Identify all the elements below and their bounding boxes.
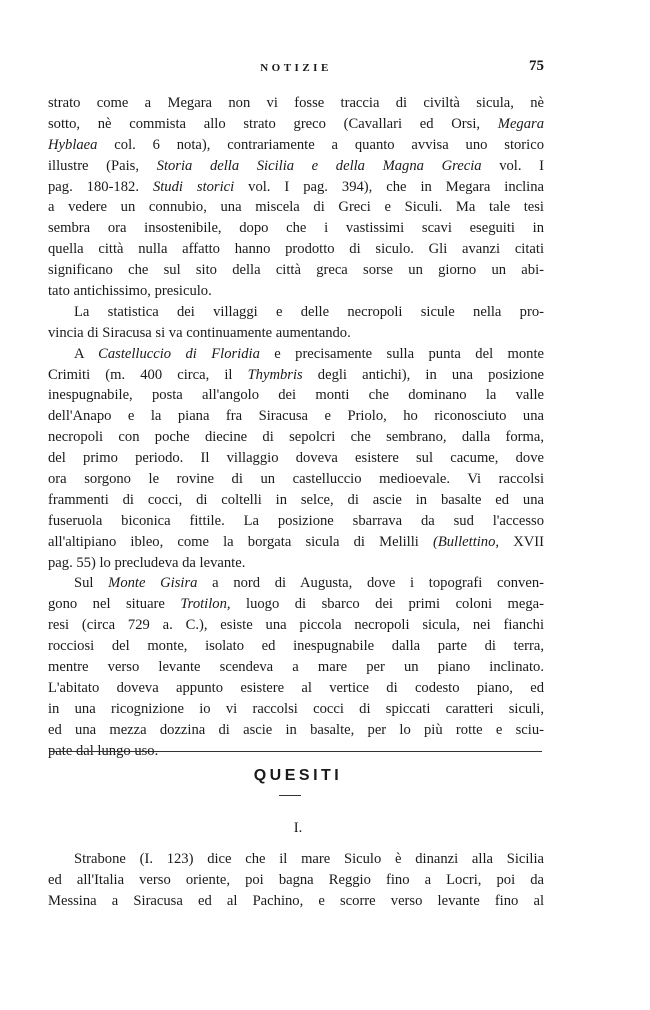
- paragraph: [48, 302, 544, 344]
- text-line: ora sorgono le rovine di un castelluccio medioevale. Vi raccolsi: [48, 471, 544, 488]
- text-line: mentre verso levante scendeva a mare per un piano inclinato.: [48, 659, 544, 676]
- text-line: significano che sul sito della città greca sorse un giorno un abi-: [48, 262, 544, 279]
- section-title: QUESITI: [253, 767, 343, 784]
- text-line: Crimiti (m. 400 circa, il Thymbris degli antichi), in una posizione: [48, 366, 544, 383]
- text-line: La statistica dei villaggi e delle necropoli sicule nella pro-: [74, 303, 544, 320]
- text-line: rocciosi del monte, isolato ed inespugnabile dalla parte di terra,: [48, 638, 544, 655]
- section-text: [48, 849, 544, 912]
- text-line: illustre (Pais, Storia della Sicilia e della Magna Grecia vol. I: [48, 157, 544, 174]
- text-line: Sul Monte Gisira a nord di Augusta, dove i topografi conven-: [74, 575, 544, 592]
- paragraph: [48, 344, 544, 574]
- title-dash: [279, 795, 301, 796]
- text-line: fuseruola biconica fittile. La posizione sbarrava da sud l'accesso: [48, 512, 544, 529]
- text-line: dell'Anapo e la piana fra Siracusa e Priolo, ho riconosciuto una: [48, 408, 544, 425]
- text-line: ed una mezza dozzina di ascie in basalte, per lo più rotte e sciu-: [48, 721, 544, 738]
- section-numeral: I.: [293, 820, 303, 836]
- text-line: resi (circa 729 a. C.), esiste una piccola necropoli sicula, nei fianchi: [48, 617, 544, 634]
- body-text: [48, 93, 544, 762]
- text-line: frammenti di cocci, di coltelli in selce, di ascie in basalte ed una: [48, 491, 544, 508]
- text-line: quella città nulla affatto hanno prodotto di siculo. Gli avanzi citati: [48, 241, 544, 258]
- text-line: sembra ora insostenibile, dopo che i vastissimi scavi eseguiti in: [48, 220, 544, 237]
- text-line: all'altipiano ibleo, come la borgata sicula di Melilli (Bullettino, XVII: [48, 533, 544, 550]
- text-line: sotto, nè commista allo strato greco (Cavallari ed Orsi, Megara: [48, 115, 544, 132]
- text-line: pag. 180-182. Studi storici vol. I pag. 394), che in Megara inclina: [48, 178, 544, 195]
- text-line: vincia di Siracusa si va continuamente aumentando.: [48, 324, 351, 341]
- text-line: Messina a Siracusa ed al Pachino, e scorre verso levante fino al: [48, 892, 544, 909]
- section-divider: [50, 751, 542, 752]
- text-line: pate dal lungo uso.: [48, 742, 159, 759]
- text-line: A Castelluccio di Floridia e precisamente sulla punta del monte: [74, 345, 544, 362]
- text-line: Hyblaea col. 6 nota), contrariamente a quanto avvisa uno storico: [48, 136, 544, 153]
- text-line: pag. 55) lo precludeva da levante.: [48, 554, 246, 571]
- text-line: Strabone (I. 123) dice che il mare Siculo è dinanzi alla Sicilia: [74, 851, 544, 867]
- text-line: L'abitato doveva appunto esistere al vertice di codesto piano, ed: [48, 679, 544, 696]
- text-line: in una ricognizione io vi raccolsi cocci di spiccati caratteri siculi,: [48, 700, 544, 717]
- page-number: 75: [529, 58, 544, 74]
- page-header: [48, 58, 544, 82]
- paragraph: [48, 93, 544, 302]
- text-line: a vedere un connubio, una miscela di Greci e Siculi. Ma tale tesi: [48, 199, 544, 216]
- text-line: strato come a Megara non vi fosse traccia di civiltà sicula, nè: [48, 95, 544, 111]
- text-line: ed all'Italia verso oriente, poi bagna Reggio fino a Locri, poi da: [48, 871, 544, 888]
- text-line: tato antichissimo, presiculo.: [48, 283, 212, 300]
- text-line: del primo periodo. Il villaggio doveva esistere sul cacume, dove: [48, 450, 544, 467]
- text-line: gono nel situare Trotilon, luogo di sbarco dei primi coloni mega-: [48, 596, 544, 613]
- text-line: necropoli con poche diecine di sepolcri che sembrano, dalla forma,: [48, 429, 544, 446]
- running-head: NOTIZIE: [260, 62, 332, 74]
- text-line: inespugnabile, posta all'angolo dei monti che dominano la valle: [48, 387, 544, 404]
- paragraph: [48, 573, 544, 761]
